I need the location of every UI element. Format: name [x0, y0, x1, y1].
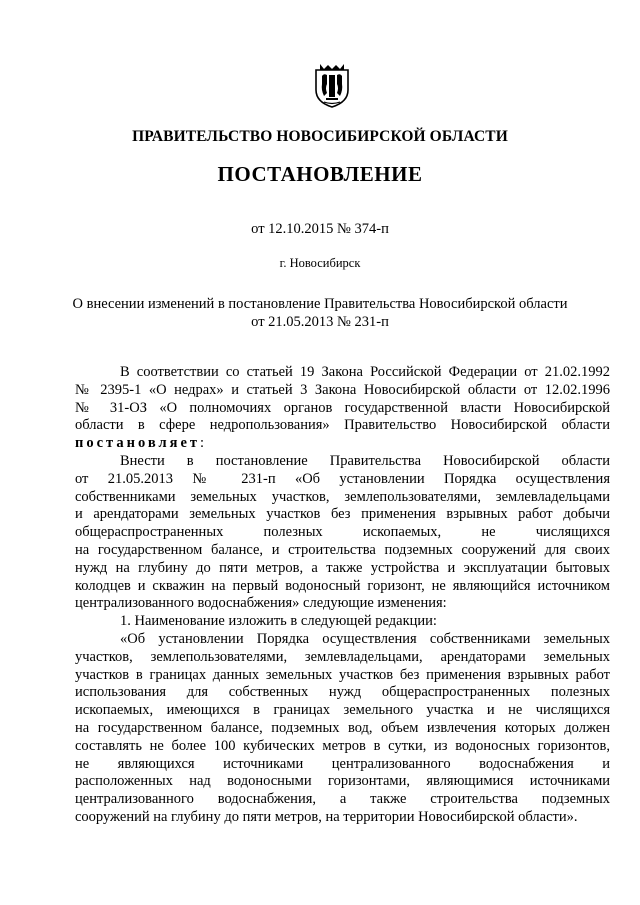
amendment-paragraph [75, 453, 610, 613]
document-subject [0, 295, 640, 331]
paragraph-line: не являющихся источниками централизованного водоснабжения и [75, 755, 610, 772]
resolves-word: постановляет [75, 435, 201, 452]
paragraph-line: расположенных над водоносными горизонтами, являющимися источниками [75, 773, 610, 790]
document-body [75, 364, 610, 827]
paragraph-line: нужд на глубину до пяти метров, а также устройства и эксплуатации бытовых [75, 559, 610, 576]
paragraph-line: общераспространенных полезных ископаемых, не числящихся [75, 524, 610, 541]
paragraph-line: колодцев и скважин на первый водоносный горизонт, не являющийся источником [75, 577, 610, 594]
paragraph-line: участков в границах данных земельных участков без применения взрывных работ [75, 666, 610, 683]
paragraph-line: Внести в постановление Правительства Новосибирской области [120, 452, 610, 469]
item-1-paragraph [75, 613, 610, 631]
preamble-paragraph [75, 364, 610, 453]
paragraph-line: ископаемых, имеющихся в границах земельного участка и не числящихся [75, 702, 610, 719]
paragraph-line: на государственном балансе, подземных вод, объем извлечения которых должен [75, 719, 610, 736]
subject-line: О внесении изменений в постановление Правительства Новосибирской области [72, 296, 568, 312]
government-title: ПРАВИТЕЛЬСТВО НОВОСИБИРСКОЙ ОБЛАСТИ [132, 128, 508, 145]
resolves-colon: : [200, 435, 205, 452]
document-city: г. Новосибирск [279, 256, 361, 270]
paragraph-line: № 31-ОЗ «О полномочиях органов государственной власти Новосибирской [75, 399, 610, 416]
document-type: ПОСТАНОВЛЕНИЕ [217, 162, 423, 186]
paragraph-line: № 2395-1 «О недрах» и статьей 3 Закона Новосибирской области от 12.02.1996 [75, 381, 610, 398]
paragraph-line: составлять не более 100 кубических метров в сутки, из водоносных горизонтов, [75, 737, 610, 754]
paragraph-line: централизованного водоснабжения» следующие изменения: [75, 595, 447, 612]
paragraph-line: области в сфере недропользования» Правительство Новосибирской области [75, 417, 610, 434]
paragraph-line: сооружений на глубину до пяти метров, на территории Новосибирской области». [75, 808, 578, 825]
paragraph-line [75, 435, 610, 453]
document-date-number: от 12.10.2015 № 374-п [251, 221, 389, 237]
paragraph-line: собственниками земельных участков, землепользователями, землевладельцами [75, 488, 610, 505]
paragraph-line: от 21.05.2013 № 231-п «Об установлении Порядка осуществления [75, 470, 610, 487]
paragraph-line: участков, землепользователями, землевладельцами, арендаторами земельных [75, 648, 610, 665]
subject-line: от 21.05.2013 № 231-п [251, 314, 389, 330]
paragraph-line: на государственном балансе, и строительства подземных сооружений для своих [75, 541, 610, 558]
paragraph-line: В соответствии со статьей 19 Закона Российской Федерации от 21.02.1992 [120, 364, 610, 380]
paragraph-line: использования для собственных нужд общераспространенных полезных [75, 684, 610, 701]
paragraph-line: и арендаторами земельных участков без применения взрывных работ добычи [75, 506, 610, 523]
paragraph-line: централизованного водоснабжения, а также строительства подземных [75, 791, 610, 808]
paragraph-line: «Об установлении Порядка осуществления собственниками земельных [120, 630, 610, 647]
paragraph-line: 1. Наименование изложить в следующей редакции: [120, 613, 437, 630]
coat-of-arms-icon [312, 60, 352, 108]
new-title-paragraph [75, 631, 610, 827]
